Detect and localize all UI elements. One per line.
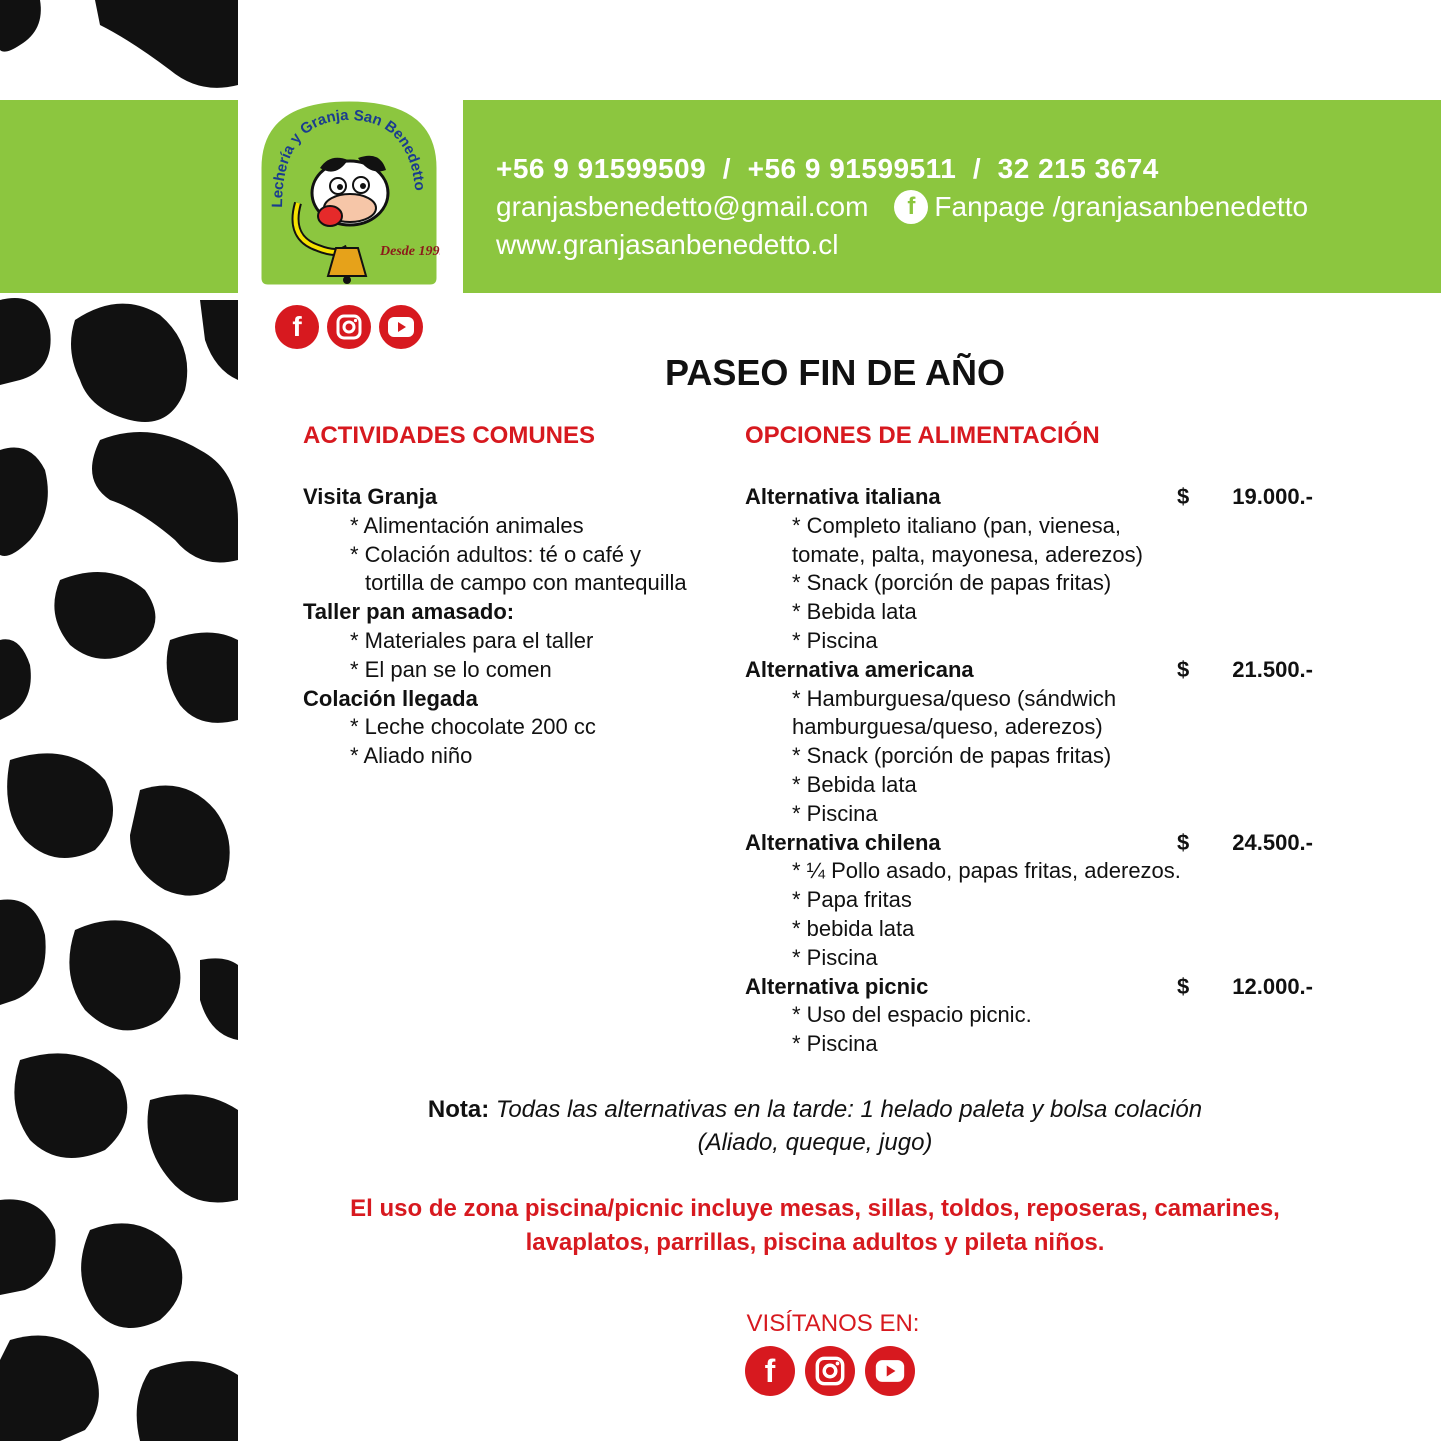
list-item: * Piscina bbox=[792, 800, 878, 826]
food-header: OPCIONES DE ALIMENTACIÓN bbox=[745, 422, 1100, 449]
food-option-price: 21.500.- bbox=[1232, 656, 1313, 682]
facebook-icon[interactable]: f bbox=[275, 305, 319, 349]
list-item: * Aliado niño bbox=[350, 743, 473, 769]
currency-symbol: $ bbox=[1177, 973, 1190, 999]
food-option-header bbox=[745, 656, 1345, 685]
food-option-price: 19.000.- bbox=[1232, 484, 1313, 509]
activities-header: ACTIVIDADES COMUNES bbox=[303, 422, 596, 449]
list-item: * Colación adultos: té o café y bbox=[350, 541, 642, 567]
email-link[interactable]: granjasbenedetto@gmail.com bbox=[496, 191, 869, 222]
food-option-header bbox=[745, 973, 1345, 1002]
list-item: * Hamburguesa/queso (sándwich bbox=[792, 685, 1117, 711]
note-text-2: (Aliado, queque, jugo) bbox=[697, 1129, 933, 1156]
amenities-line: lavaplatos, parrillas, piscina adultos y pileta niños. bbox=[525, 1229, 1105, 1256]
facebook-icon[interactable]: f bbox=[745, 1346, 795, 1396]
food-option-name: Alternativa italiana bbox=[745, 484, 941, 509]
list-item: * Piscina bbox=[792, 627, 878, 653]
list-item: * Uso del espacio picnic. bbox=[792, 1002, 1032, 1028]
list-item: tomate, palta, mayonesa, aderezos) bbox=[792, 541, 1143, 567]
amenities-line: El uso de zona piscina/picnic incluye mesas, sillas, toldos, reposeras, camarines, bbox=[350, 1195, 1280, 1222]
activities-list bbox=[303, 483, 687, 771]
logo-since: Desde 1995 bbox=[380, 244, 440, 259]
list-item: * bebida lata bbox=[792, 915, 915, 941]
list-item: * Papa fritas bbox=[792, 887, 912, 913]
activity-group-title: Taller pan amasado: bbox=[303, 599, 515, 625]
list-item: * Snack (porción de papas fritas) bbox=[792, 570, 1112, 596]
food-options-list bbox=[745, 483, 1345, 1059]
visit-label: VISÍTANOS EN: bbox=[746, 1310, 920, 1337]
brand-logo bbox=[258, 98, 440, 288]
fanpage-link[interactable]: Fanpage /granjasanbenedetto bbox=[934, 191, 1309, 222]
header-social-icons bbox=[275, 305, 431, 349]
food-option-name: Alternativa picnic bbox=[745, 973, 929, 999]
list-item: * Snack (porción de papas fritas) bbox=[792, 743, 1112, 769]
green-band-left bbox=[0, 100, 238, 293]
currency-symbol: $ bbox=[1177, 829, 1190, 855]
food-option-header bbox=[745, 483, 1345, 512]
list-item: * Leche chocolate 200 cc bbox=[350, 714, 596, 740]
list-item: * Piscina bbox=[792, 944, 878, 970]
currency-symbol: $ bbox=[1177, 656, 1190, 682]
note-label: Nota: bbox=[427, 1096, 490, 1123]
list-item: hamburguesa/queso, aderezos) bbox=[792, 714, 1103, 740]
amenities-notice bbox=[300, 1192, 1330, 1260]
food-option-name: Alternativa chilena bbox=[745, 829, 941, 855]
list-item: * Bebida lata bbox=[792, 771, 917, 797]
list-item: * Completo italiano (pan, vienesa, bbox=[792, 512, 1121, 538]
phone-numbers: +56 9 91599509 / +56 9 91599511 / 32 215 3674 bbox=[496, 153, 1159, 184]
food-option-header bbox=[745, 829, 1345, 858]
food-option-name: Alternativa americana bbox=[745, 656, 974, 682]
page-title: PASEO FIN DE AÑO bbox=[664, 352, 1006, 393]
youtube-icon[interactable] bbox=[865, 1346, 915, 1396]
note bbox=[300, 1093, 1330, 1159]
food-option-price: 12.000.- bbox=[1232, 973, 1313, 999]
activity-group-title: Colación llegada bbox=[303, 685, 478, 711]
food-option-price: 24.500.- bbox=[1232, 829, 1313, 855]
logo-arc-text: Lechería y Granja San Benedetto bbox=[268, 106, 429, 208]
list-item: * Alimentación animales bbox=[350, 512, 584, 538]
currency-symbol: $ bbox=[1177, 484, 1190, 509]
contact-info bbox=[496, 150, 1308, 264]
website-link[interactable]: www.granjasanbenedetto.cl bbox=[496, 229, 839, 260]
instagram-icon[interactable] bbox=[805, 1346, 855, 1396]
list-item: tortilla de campo con mantequilla bbox=[365, 570, 687, 596]
list-item: * Bebida lata bbox=[792, 599, 917, 625]
facebook-icon: f bbox=[894, 190, 928, 224]
footer-social-icons bbox=[745, 1346, 925, 1396]
instagram-icon[interactable] bbox=[327, 305, 371, 349]
list-item: * Piscina bbox=[792, 1031, 878, 1057]
activity-group-title: Visita Granja bbox=[303, 484, 438, 509]
list-item: * Materiales para el taller bbox=[350, 627, 594, 653]
youtube-icon[interactable] bbox=[379, 305, 423, 349]
list-item: * El pan se lo comen bbox=[350, 656, 552, 682]
note-text: Todas las alternativas en la tarde: 1 helado paleta y bolsa colación bbox=[495, 1096, 1203, 1123]
list-item: * ¼ Pollo asado, papas fritas, aderezos. bbox=[792, 858, 1181, 884]
